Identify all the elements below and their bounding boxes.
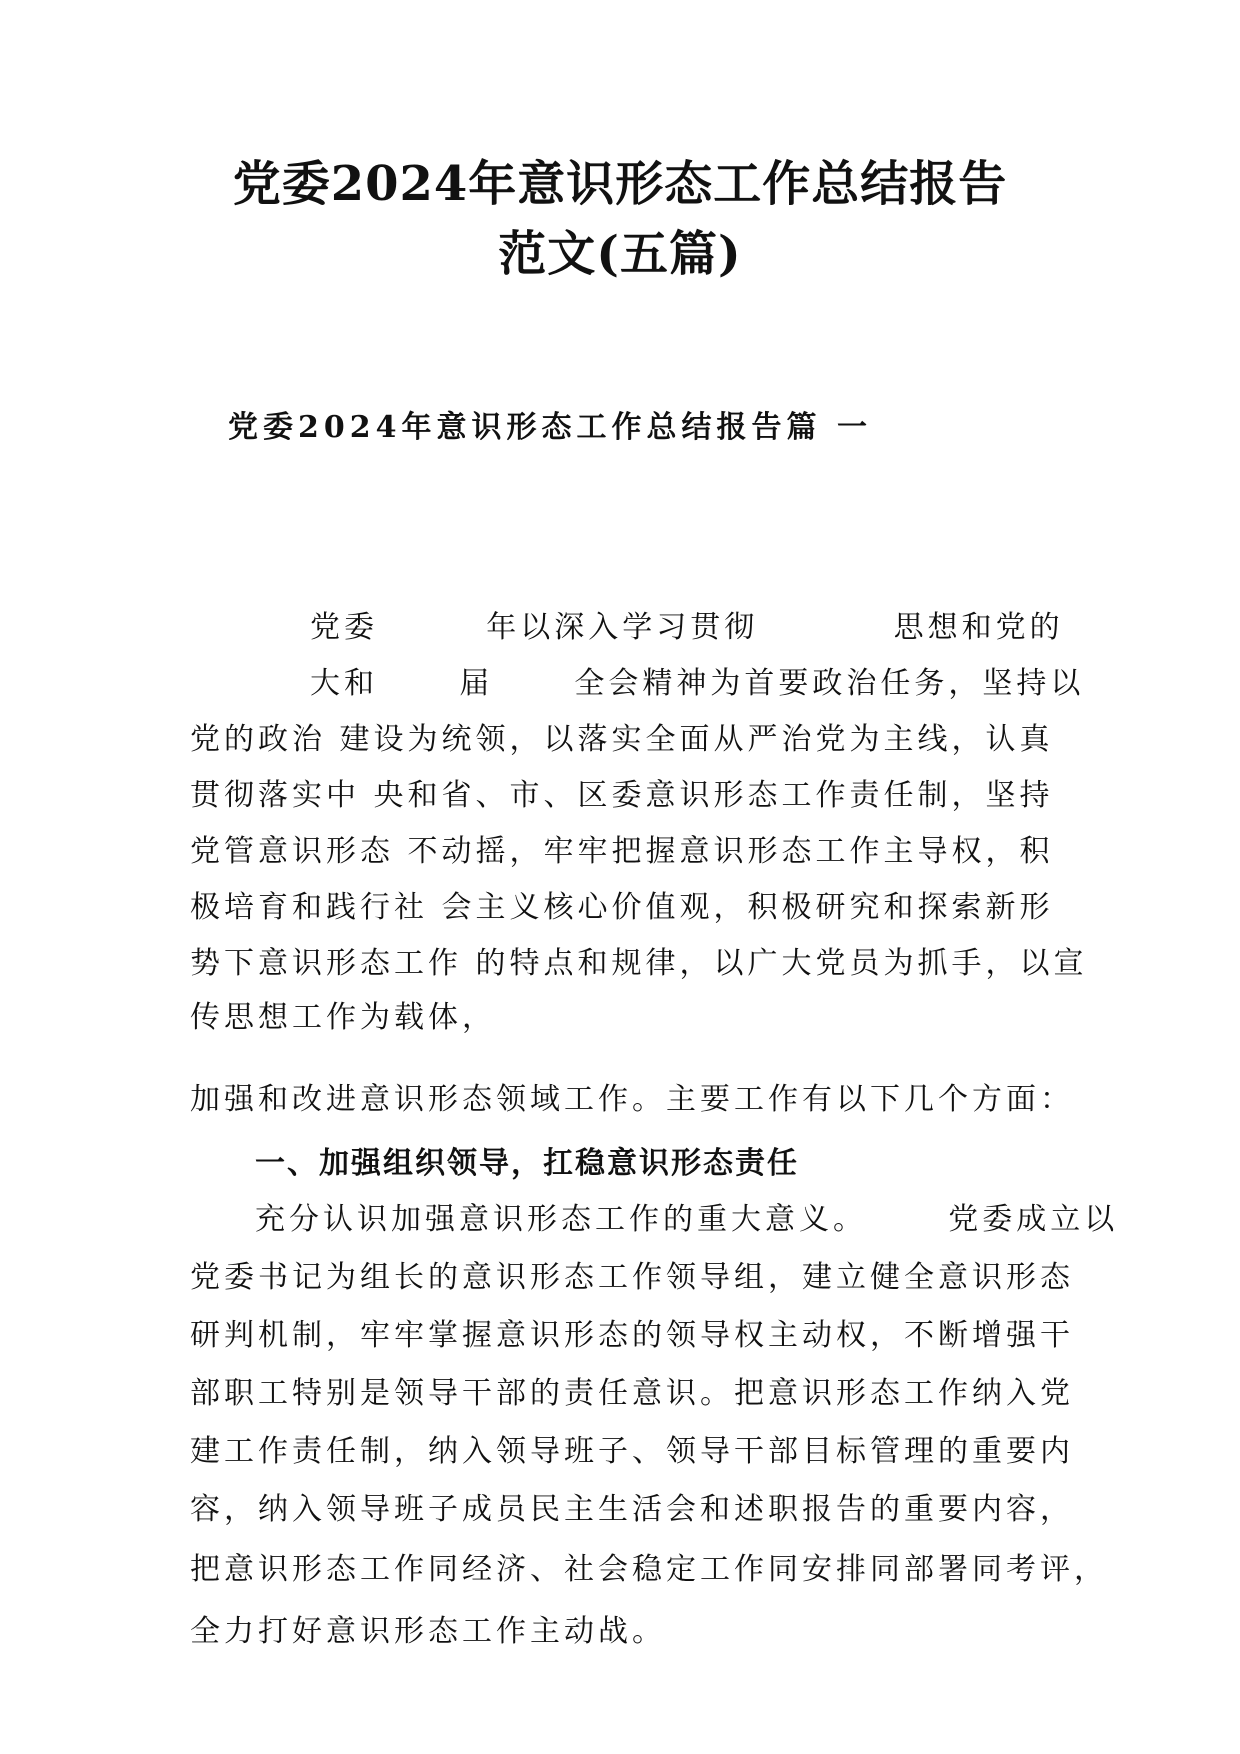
paragraph-line: 党委 年以深入学习贯彻 思想和党的	[310, 610, 1064, 645]
paragraph-line: 党的政治 建设为统领，以落实全面从严治党为主线，认真	[190, 722, 1054, 757]
document-title-line-2: 范文(五篇)	[498, 226, 742, 282]
paragraph-line: 极培育和践行社 会主义核心价值观，积极研究和探索新形	[190, 890, 1054, 925]
paragraph-line: 全力打好意识形态工作主动战。	[190, 1614, 666, 1649]
section-heading: 一、加强组织领导，扛稳意识形态责任	[255, 1146, 799, 1181]
paragraph-line: 建工作责任制，纳入领导班子、领导干部目标管理的重要内	[190, 1434, 1074, 1469]
paragraph-line: 党管意识形态 不动摇，牢牢把握意识形态工作主导权，积	[190, 834, 1054, 869]
paragraph-line: 党委书记为组长的意识形态工作领导组，建立健全意识形态	[190, 1260, 1074, 1295]
document-title-line-1: 党委2024年意识形态工作总结报告	[232, 156, 1008, 212]
paragraph-line: 研判机制，牢牢掌握意识形态的领导权主动权，不断增强干	[190, 1318, 1074, 1353]
paragraph-line: 贯彻落实中 央和省、市、区委意识形态工作责任制，坚持	[190, 778, 1054, 813]
paragraph-line: 充分认识加强意识形态工作的重大意义。 党委成立以	[255, 1202, 1119, 1237]
paragraph-line: 势下意识形态工作 的特点和规律，以广大党员为抓手，以宣	[190, 946, 1088, 981]
paragraph-line: 容，纳入领导班子成员民主生活会和述职报告的重要内容，	[190, 1492, 1074, 1527]
section-title: 党委2024年意识形态工作总结报告篇 一	[228, 410, 872, 445]
paragraph-line: 部职工特别是领导干部的责任意识。把意识形态工作纳入党	[190, 1376, 1074, 1411]
paragraph-line: 大和 届 全会精神为首要政治任务，坚持以	[310, 666, 1085, 701]
paragraph-line: 传思想工作为载体，	[190, 1000, 496, 1035]
paragraph-line: 把意识形态工作同经济、社会稳定工作同安排同部署同考评，	[190, 1552, 1108, 1587]
paragraph-line: 加强和改进意识形态领域工作。主要工作有以下几个方面：	[190, 1082, 1074, 1117]
